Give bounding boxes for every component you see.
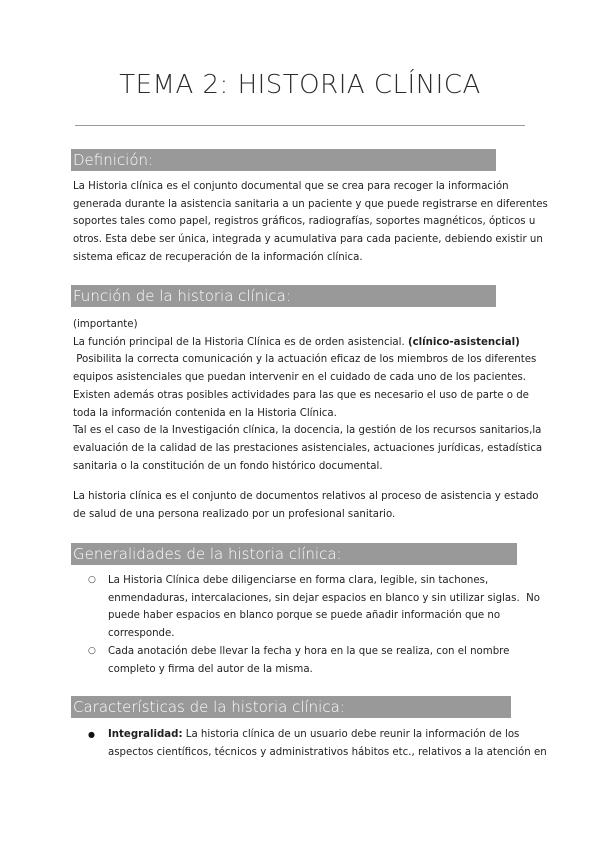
text-line: completo y firma del autor de la misma. <box>108 663 313 675</box>
title-divider <box>75 125 525 126</box>
funcion-paragraph-2 <box>73 488 539 523</box>
text-line: soportes tales como papel, registros gráficos, radiografías, soportes magnéticos, ópticos u <box>73 216 536 228</box>
text-line: otros. Esta debe ser única, integrada y acumulativa para cada paciente, debiendo existir un <box>73 234 543 246</box>
text-line: toda la información contenida en la Historia Clínica. <box>73 407 337 419</box>
page-title: TEMA 2: HISTORIA CLÍNICA <box>119 70 481 100</box>
text-line: ○ Cada anotación debe llevar la fecha y hora en la que se realiza, con el nombre <box>108 645 510 657</box>
text-line: Tal es el caso de la Investigación clínica, la docencia, la gestión de los recursos sanitarios,la <box>73 425 542 437</box>
text-line: sistema eficaz de recuperación de la información clínica. <box>73 251 363 263</box>
text-line: evaluación de la calidad de las prestaciones asistenciales, actuaciones jurídicas, estadística <box>73 442 543 454</box>
text-line: sanitaria o la constitución de un fondo histórico documental. <box>73 460 383 472</box>
text-line: generada durante la asistencia sanitaria a un paciente y que puede registrarse en diferentes <box>73 198 548 210</box>
text-line: equipos asistenciales que puedan intervenir en el cuidado de cada uno de los pacientes. <box>73 372 527 384</box>
text-line: La Historia clínica es el conjunto documental que se crea para recoger la información <box>73 181 509 192</box>
generalidades-list <box>88 572 541 678</box>
text-line: Existen además otras posibles actividades para las que es necesario el uso de parte o de <box>73 389 529 401</box>
bold-term: Integralidad: <box>108 729 183 740</box>
list-item <box>88 643 533 678</box>
text-span: La función principal de la Historia Clínica es de orden asistencial. <box>73 336 408 348</box>
text-line: puede haber espacios en blanco porque se puede añadir información que no <box>108 610 501 622</box>
text-line: corresponde. <box>108 628 175 640</box>
list-item <box>88 726 547 761</box>
list-item <box>88 572 541 643</box>
section-heading-caracteristicas: Características de la historia clínica: <box>71 696 511 718</box>
section-heading-definicion: Definición: <box>71 149 496 171</box>
definicion-paragraph <box>73 178 548 267</box>
funcion-paragraph <box>73 316 543 475</box>
text-span: La historia clínica de un usuario debe reunir la información de los <box>182 729 520 740</box>
text-line: ○ La Historia Clínica debe diligenciarse en forma clara, legible, sin tachones, <box>108 575 489 586</box>
text-line: de salud de una persona realizado por un profesional sanitario. <box>73 508 396 520</box>
section-heading-funcion: Función de la historia clínica: <box>71 285 496 307</box>
note-text: (importante) <box>73 319 138 330</box>
text-line: aspectos científicos, técnicos y administrativos hábitos etc., relativos a la atención en <box>108 746 547 758</box>
caracteristicas-list <box>88 726 547 761</box>
text-line <box>73 334 533 352</box>
section-heading-generalidades: Generalidades de la historia clínica: <box>71 543 517 565</box>
text-line: Posibilita la correcta comunicación y la actuación eficaz de los miembros de los diferentes <box>73 354 537 366</box>
text-line: La historia clínica es el conjunto de documentos relativos al proceso de asistencia y estado <box>73 491 539 502</box>
bold-text: (clínico-asistencial) <box>407 336 520 348</box>
text-line <box>108 726 533 744</box>
text-line: enmendaduras, intercalaciones, sin dejar espacios en blanco y sin utilizar siglas. No <box>108 592 541 604</box>
